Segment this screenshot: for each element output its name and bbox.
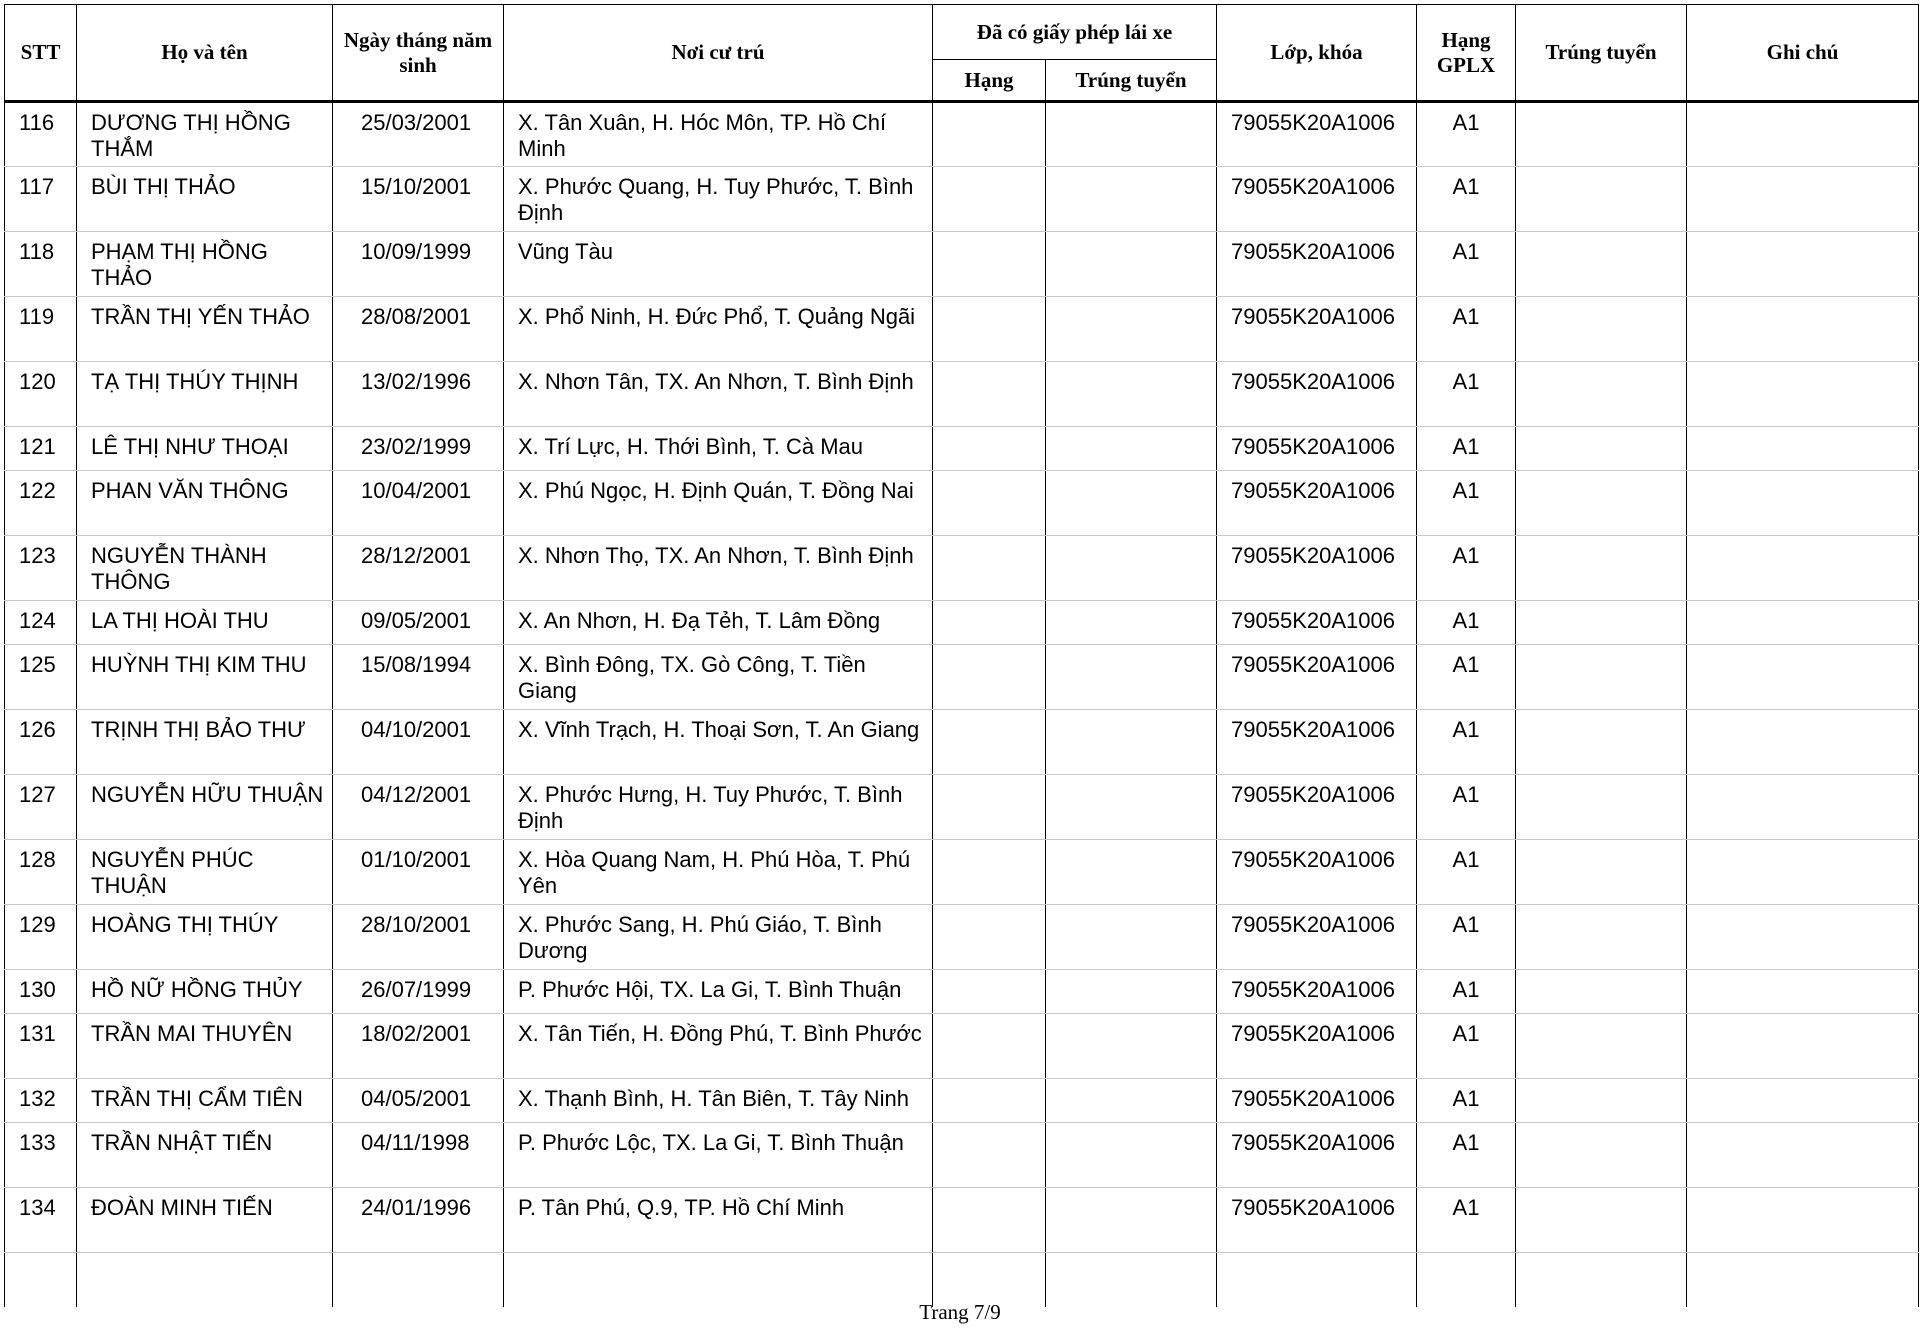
cell-address: X. Nhơn Thọ, TX. An Nhơn, T. Bình Định — [504, 536, 933, 601]
cell-license-class — [933, 1123, 1046, 1188]
cell-dob: 28/08/2001 — [333, 297, 504, 362]
cell-stt: 125 — [5, 645, 77, 710]
cell-dob: 01/10/2001 — [333, 840, 504, 905]
cell-note — [1687, 536, 1919, 601]
cell-dob: 04/12/2001 — [333, 775, 504, 840]
cell-class-course: 79055K20A1006 — [1217, 970, 1417, 1014]
cell-stt: 127 — [5, 775, 77, 840]
cell-license-class — [933, 1079, 1046, 1123]
cell-license-class — [933, 427, 1046, 471]
cell-license-class — [933, 1014, 1046, 1079]
cell-pass — [1516, 840, 1687, 905]
candidate-table — [4, 4, 1919, 1307]
cell-class-course: 79055K20A1006 — [1217, 645, 1417, 710]
cell-dob: 13/02/1996 — [333, 362, 504, 427]
cell-pass — [1516, 471, 1687, 536]
cell-stt: 120 — [5, 362, 77, 427]
cell-pass — [1516, 232, 1687, 297]
table-row — [5, 1123, 1919, 1188]
empty-cell — [77, 1253, 333, 1307]
table-row — [5, 536, 1919, 601]
table-row — [5, 232, 1919, 297]
cell-address: X. Nhơn Tân, TX. An Nhơn, T. Bình Định — [504, 362, 933, 427]
cell-license-class — [933, 905, 1046, 970]
cell-name: TRẦN NHẬT TIẾN — [77, 1123, 333, 1188]
header-class-course: Lớp, khóa — [1217, 5, 1417, 102]
header-stt: STT — [5, 5, 77, 102]
cell-license-pass — [1046, 1188, 1217, 1253]
table-row — [5, 970, 1919, 1014]
cell-license-pass — [1046, 1014, 1217, 1079]
cell-gplx: A1 — [1417, 1188, 1516, 1253]
cell-stt: 119 — [5, 297, 77, 362]
cell-class-course: 79055K20A1006 — [1217, 710, 1417, 775]
cell-license-pass — [1046, 601, 1217, 645]
cell-note — [1687, 645, 1919, 710]
table-row — [5, 471, 1919, 536]
cell-dob: 28/12/2001 — [333, 536, 504, 601]
cell-gplx: A1 — [1417, 471, 1516, 536]
cell-dob: 04/10/2001 — [333, 710, 504, 775]
cell-pass — [1516, 1079, 1687, 1123]
cell-note — [1687, 167, 1919, 232]
cell-name: TẠ THỊ THÚY THỊNH — [77, 362, 333, 427]
cell-pass — [1516, 710, 1687, 775]
cell-gplx: A1 — [1417, 536, 1516, 601]
cell-gplx: A1 — [1417, 775, 1516, 840]
table-row — [5, 362, 1919, 427]
cell-gplx: A1 — [1417, 1123, 1516, 1188]
cell-address: X. Tân Xuân, H. Hóc Môn, TP. Hồ Chí Minh — [504, 102, 933, 167]
cell-license-pass — [1046, 905, 1217, 970]
header-note: Ghi chú — [1687, 5, 1919, 102]
empty-cell — [1516, 1253, 1687, 1307]
table-row — [5, 1188, 1919, 1253]
cell-class-course: 79055K20A1006 — [1217, 1188, 1417, 1253]
empty-cell — [1217, 1253, 1417, 1307]
cell-license-class — [933, 970, 1046, 1014]
header-dob: Ngày tháng năm sinh — [333, 5, 504, 102]
cell-class-course: 79055K20A1006 — [1217, 297, 1417, 362]
cell-license-class — [933, 601, 1046, 645]
cell-dob: 28/10/2001 — [333, 905, 504, 970]
cell-gplx: A1 — [1417, 362, 1516, 427]
cell-gplx: A1 — [1417, 645, 1516, 710]
table-row — [5, 905, 1919, 970]
cell-address: X. Trí Lực, H. Thới Bình, T. Cà Mau — [504, 427, 933, 471]
cell-dob: 09/05/2001 — [333, 601, 504, 645]
table-row — [5, 297, 1919, 362]
cell-license-class — [933, 710, 1046, 775]
cell-gplx: A1 — [1417, 710, 1516, 775]
cell-name: ĐOÀN MINH TIẾN — [77, 1188, 333, 1253]
table-row — [5, 840, 1919, 905]
cell-pass — [1516, 645, 1687, 710]
header-license-pass: Trúng tuyển — [1046, 60, 1217, 102]
cell-dob: 24/01/1996 — [333, 1188, 504, 1253]
empty-cell — [1687, 1253, 1919, 1307]
cell-stt: 134 — [5, 1188, 77, 1253]
cell-pass — [1516, 167, 1687, 232]
cell-address: X. Vĩnh Trạch, H. Thoại Sơn, T. An Giang — [504, 710, 933, 775]
cell-address: P. Phước Hội, TX. La Gi, T. Bình Thuận — [504, 970, 933, 1014]
cell-gplx: A1 — [1417, 601, 1516, 645]
cell-address: X. Phước Quang, H. Tuy Phước, T. Bình Định — [504, 167, 933, 232]
cell-license-pass — [1046, 232, 1217, 297]
cell-dob: 26/07/1999 — [333, 970, 504, 1014]
header-gplx: Hạng GPLX — [1417, 5, 1516, 102]
cell-address: Vũng Tàu — [504, 232, 933, 297]
cell-gplx: A1 — [1417, 232, 1516, 297]
cell-license-pass — [1046, 167, 1217, 232]
cell-dob: 15/08/1994 — [333, 645, 504, 710]
cell-address: X. Phú Ngọc, H. Định Quán, T. Đồng Nai — [504, 471, 933, 536]
cell-note — [1687, 232, 1919, 297]
cell-name: PHẠM THỊ HỒNG THẢO — [77, 232, 333, 297]
cell-note — [1687, 427, 1919, 471]
cell-license-class — [933, 1188, 1046, 1253]
cell-name: NGUYỄN PHÚC THUẬN — [77, 840, 333, 905]
header-name: Họ và tên — [77, 5, 333, 102]
cell-stt: 126 — [5, 710, 77, 775]
cell-license-class — [933, 775, 1046, 840]
cell-class-course: 79055K20A1006 — [1217, 1123, 1417, 1188]
cell-license-pass — [1046, 970, 1217, 1014]
cell-class-course: 79055K20A1006 — [1217, 167, 1417, 232]
cell-note — [1687, 970, 1919, 1014]
cell-license-pass — [1046, 1123, 1217, 1188]
cell-stt: 121 — [5, 427, 77, 471]
cell-pass — [1516, 536, 1687, 601]
table-row — [5, 1079, 1919, 1123]
cell-note — [1687, 1014, 1919, 1079]
cell-note — [1687, 1188, 1919, 1253]
cell-pass — [1516, 102, 1687, 167]
cell-class-course: 79055K20A1006 — [1217, 536, 1417, 601]
cell-license-class — [933, 645, 1046, 710]
cell-class-course: 79055K20A1006 — [1217, 471, 1417, 536]
cell-name: LÊ THỊ NHƯ THOẠI — [77, 427, 333, 471]
cell-stt: 130 — [5, 970, 77, 1014]
cell-pass — [1516, 1188, 1687, 1253]
cell-address: X. Tân Tiến, H. Đồng Phú, T. Bình Phước — [504, 1014, 933, 1079]
cell-stt: 128 — [5, 840, 77, 905]
cell-gplx: A1 — [1417, 1014, 1516, 1079]
cell-class-course: 79055K20A1006 — [1217, 362, 1417, 427]
cell-gplx: A1 — [1417, 167, 1516, 232]
cell-name: LA THỊ HOÀI THU — [77, 601, 333, 645]
cell-address: X. An Nhơn, H. Đạ Tẻh, T. Lâm Đồng — [504, 601, 933, 645]
cell-name: NGUYỄN THÀNH THÔNG — [77, 536, 333, 601]
cell-gplx: A1 — [1417, 905, 1516, 970]
empty-cell — [5, 1253, 77, 1307]
cell-license-class — [933, 167, 1046, 232]
cell-class-course: 79055K20A1006 — [1217, 601, 1417, 645]
table-header — [5, 5, 1919, 102]
cell-note — [1687, 601, 1919, 645]
table-row — [5, 102, 1919, 167]
cell-license-pass — [1046, 471, 1217, 536]
cell-pass — [1516, 970, 1687, 1014]
cell-dob: 04/11/1998 — [333, 1123, 504, 1188]
empty-cell — [1417, 1253, 1516, 1307]
header-license-class: Hạng — [933, 60, 1046, 102]
table-body — [5, 102, 1919, 1307]
cell-license-pass — [1046, 297, 1217, 362]
cell-pass — [1516, 362, 1687, 427]
cell-name: HOÀNG THỊ THÚY — [77, 905, 333, 970]
cell-name: NGUYỄN HỮU THUẬN — [77, 775, 333, 840]
cell-gplx: A1 — [1417, 1079, 1516, 1123]
cell-dob: 25/03/2001 — [333, 102, 504, 167]
cell-stt: 116 — [5, 102, 77, 167]
page-number: Trang 7/9 — [919, 1300, 1001, 1324]
cell-gplx: A1 — [1417, 102, 1516, 167]
cell-license-pass — [1046, 427, 1217, 471]
cell-note — [1687, 840, 1919, 905]
cell-note — [1687, 905, 1919, 970]
cell-stt: 132 — [5, 1079, 77, 1123]
cell-license-class — [933, 297, 1046, 362]
cell-stt: 133 — [5, 1123, 77, 1188]
cell-stt: 117 — [5, 167, 77, 232]
cell-class-course: 79055K20A1006 — [1217, 427, 1417, 471]
cell-license-class — [933, 536, 1046, 601]
cell-name: TRẦN THỊ YẾN THẢO — [77, 297, 333, 362]
cell-note — [1687, 471, 1919, 536]
cell-note — [1687, 362, 1919, 427]
cell-pass — [1516, 1014, 1687, 1079]
cell-license-pass — [1046, 775, 1217, 840]
cell-stt: 131 — [5, 1014, 77, 1079]
cell-gplx: A1 — [1417, 840, 1516, 905]
cell-license-class — [933, 232, 1046, 297]
cell-pass — [1516, 601, 1687, 645]
cell-name: TRẦN THỊ CẨM TIÊN — [77, 1079, 333, 1123]
cell-license-pass — [1046, 102, 1217, 167]
cell-stt: 122 — [5, 471, 77, 536]
cell-dob: 04/05/2001 — [333, 1079, 504, 1123]
cell-license-class — [933, 362, 1046, 427]
cell-gplx: A1 — [1417, 427, 1516, 471]
cell-stt: 123 — [5, 536, 77, 601]
cell-name: TRỊNH THỊ BẢO THƯ — [77, 710, 333, 775]
cell-name: DƯƠNG THỊ HỒNG THẮM — [77, 102, 333, 167]
empty-cell — [333, 1253, 504, 1307]
cell-dob: 10/09/1999 — [333, 232, 504, 297]
cell-note — [1687, 297, 1919, 362]
empty-cell — [933, 1253, 1046, 1307]
table-row — [5, 645, 1919, 710]
cell-address: P. Phước Lộc, TX. La Gi, T. Bình Thuận — [504, 1123, 933, 1188]
cell-pass — [1516, 1123, 1687, 1188]
cell-address: X. Phổ Ninh, H. Đức Phổ, T. Quảng Ngãi — [504, 297, 933, 362]
cell-license-pass — [1046, 840, 1217, 905]
cell-name: HỒ NỮ HỒNG THỦY — [77, 970, 333, 1014]
cell-note — [1687, 775, 1919, 840]
cell-license-pass — [1046, 1079, 1217, 1123]
cell-class-course: 79055K20A1006 — [1217, 1079, 1417, 1123]
cell-license-class — [933, 471, 1046, 536]
cell-name: TRẦN MAI THUYÊN — [77, 1014, 333, 1079]
cell-address: X. Hòa Quang Nam, H. Phú Hòa, T. Phú Yên — [504, 840, 933, 905]
empty-cell — [504, 1253, 933, 1307]
cell-address: X. Bình Đông, TX. Gò Công, T. Tiền Giang — [504, 645, 933, 710]
cell-address: X. Phước Hưng, H. Tuy Phước, T. Bình Định — [504, 775, 933, 840]
table-row — [5, 427, 1919, 471]
cell-class-course: 79055K20A1006 — [1217, 1014, 1417, 1079]
cell-gplx: A1 — [1417, 970, 1516, 1014]
table-row — [5, 710, 1919, 775]
cell-license-class — [933, 102, 1046, 167]
cell-class-course: 79055K20A1006 — [1217, 775, 1417, 840]
cell-license-pass — [1046, 536, 1217, 601]
cell-name: PHAN VĂN THÔNG — [77, 471, 333, 536]
header-pass: Trúng tuyển — [1516, 5, 1687, 102]
cell-class-course: 79055K20A1006 — [1217, 905, 1417, 970]
cell-class-course: 79055K20A1006 — [1217, 840, 1417, 905]
cell-note — [1687, 710, 1919, 775]
cell-name: BÙI THỊ THẢO — [77, 167, 333, 232]
empty-row — [5, 1253, 1919, 1307]
cell-pass — [1516, 297, 1687, 362]
cell-license-class — [933, 840, 1046, 905]
cell-dob: 10/04/2001 — [333, 471, 504, 536]
cell-license-pass — [1046, 362, 1217, 427]
cell-dob: 18/02/2001 — [333, 1014, 504, 1079]
cell-pass — [1516, 775, 1687, 840]
cell-class-course: 79055K20A1006 — [1217, 232, 1417, 297]
table-row — [5, 775, 1919, 840]
table-row — [5, 167, 1919, 232]
cell-note — [1687, 1079, 1919, 1123]
cell-stt: 124 — [5, 601, 77, 645]
cell-license-pass — [1046, 710, 1217, 775]
cell-license-pass — [1046, 645, 1217, 710]
header-license-group: Đã có giấy phép lái xe — [933, 5, 1217, 60]
header-address: Nơi cư trú — [504, 5, 933, 102]
table-row — [5, 1014, 1919, 1079]
table-row — [5, 601, 1919, 645]
cell-dob: 23/02/1999 — [333, 427, 504, 471]
cell-note — [1687, 102, 1919, 167]
empty-cell — [1046, 1253, 1217, 1307]
cell-note — [1687, 1123, 1919, 1188]
cell-dob: 15/10/2001 — [333, 167, 504, 232]
cell-address: X. Phước Sang, H. Phú Giáo, T. Bình Dương — [504, 905, 933, 970]
cell-pass — [1516, 427, 1687, 471]
cell-pass — [1516, 905, 1687, 970]
cell-address: X. Thạnh Bình, H. Tân Biên, T. Tây Ninh — [504, 1079, 933, 1123]
cell-class-course: 79055K20A1006 — [1217, 102, 1417, 167]
cell-stt: 129 — [5, 905, 77, 970]
cell-stt: 118 — [5, 232, 77, 297]
cell-name: HUỲNH THỊ KIM THU — [77, 645, 333, 710]
cell-gplx: A1 — [1417, 297, 1516, 362]
cell-address: P. Tân Phú, Q.9, TP. Hồ Chí Minh — [504, 1188, 933, 1253]
